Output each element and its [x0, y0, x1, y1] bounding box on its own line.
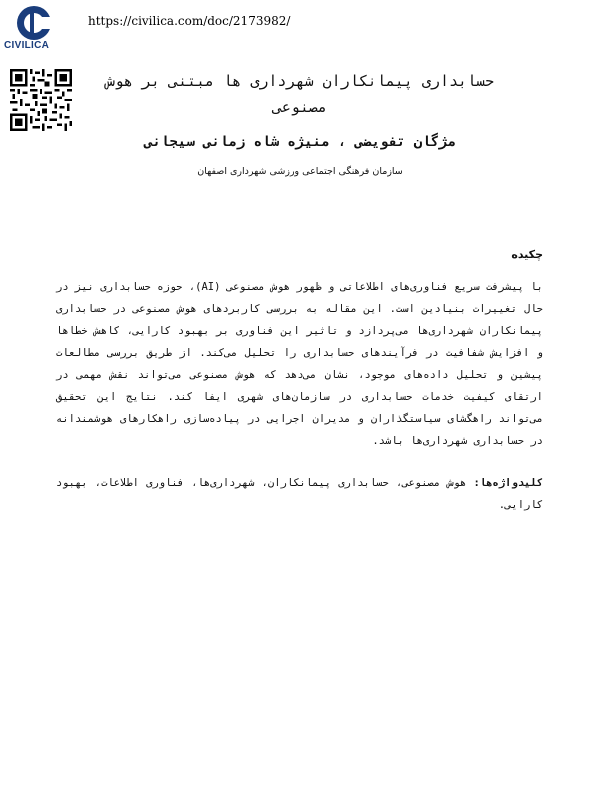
abstract-text: با پیشرفت سریع فناوری‌های اطلاعاتی و ظهور هوش مصنوعی (AI)، حوزه حسابداری نیز در حال تغییرات بنیادین است. این مقاله به بررسی کاربردهای هوش مصنوعی در حسابداری پیمانکاران شهرداری‌ها می‌پردازد و تاثیر این فناوری بر بهبود کارایی، کاهش خطاها و افزایش شفافیت در فرآیندهای حسابداری را تحلیل می‌کند. از طریق بررسی مطالعات پیشین و تحلیل داده‌های موجود، نشان می‌دهد که هوش مصنوعی می‌تواند نقش مهمی در ارتقای کیفیت خدمات حسابداری در سازمان‌های شهری ایفا کند. نتایج این تحقیق می‌تواند راهگشای سیاستگذاران و مدیران اجرایی در پیاده‌سازی راهکارهای هوشمندانه در حسابداری شهرداری‌ها باشد.	[56, 281, 543, 447]
abstract-heading: چکیده	[511, 248, 543, 261]
paper-authors: مژگان تفویضی ، منیژه شاه زمانی سیجانی	[144, 134, 456, 150]
keywords-paragraph	[56, 472, 543, 516]
logo-text: CIVILICA	[4, 40, 50, 51]
qr-code-icon	[10, 69, 72, 131]
document-url[interactable]: https://civilica.com/doc/2173982/	[88, 14, 291, 28]
civilica-logo-icon	[8, 4, 60, 42]
keywords-label: کلیدواژه‌ها:	[473, 477, 543, 489]
keywords-text: هوش مصنوعی، حسابداری پیمانکاران، شهرداری‌ها، فناوری اطلاعات، بهبود کارایی.	[56, 477, 543, 511]
author-affiliation: سازمان فرهنگی اجتماعی ورزشی شهرداری اصفهان	[197, 166, 403, 177]
title-block	[90, 68, 510, 120]
paper-title: حسابداری پیمانکاران شهرداری ها مبتنی بر هوش مصنوعی	[105, 72, 495, 116]
